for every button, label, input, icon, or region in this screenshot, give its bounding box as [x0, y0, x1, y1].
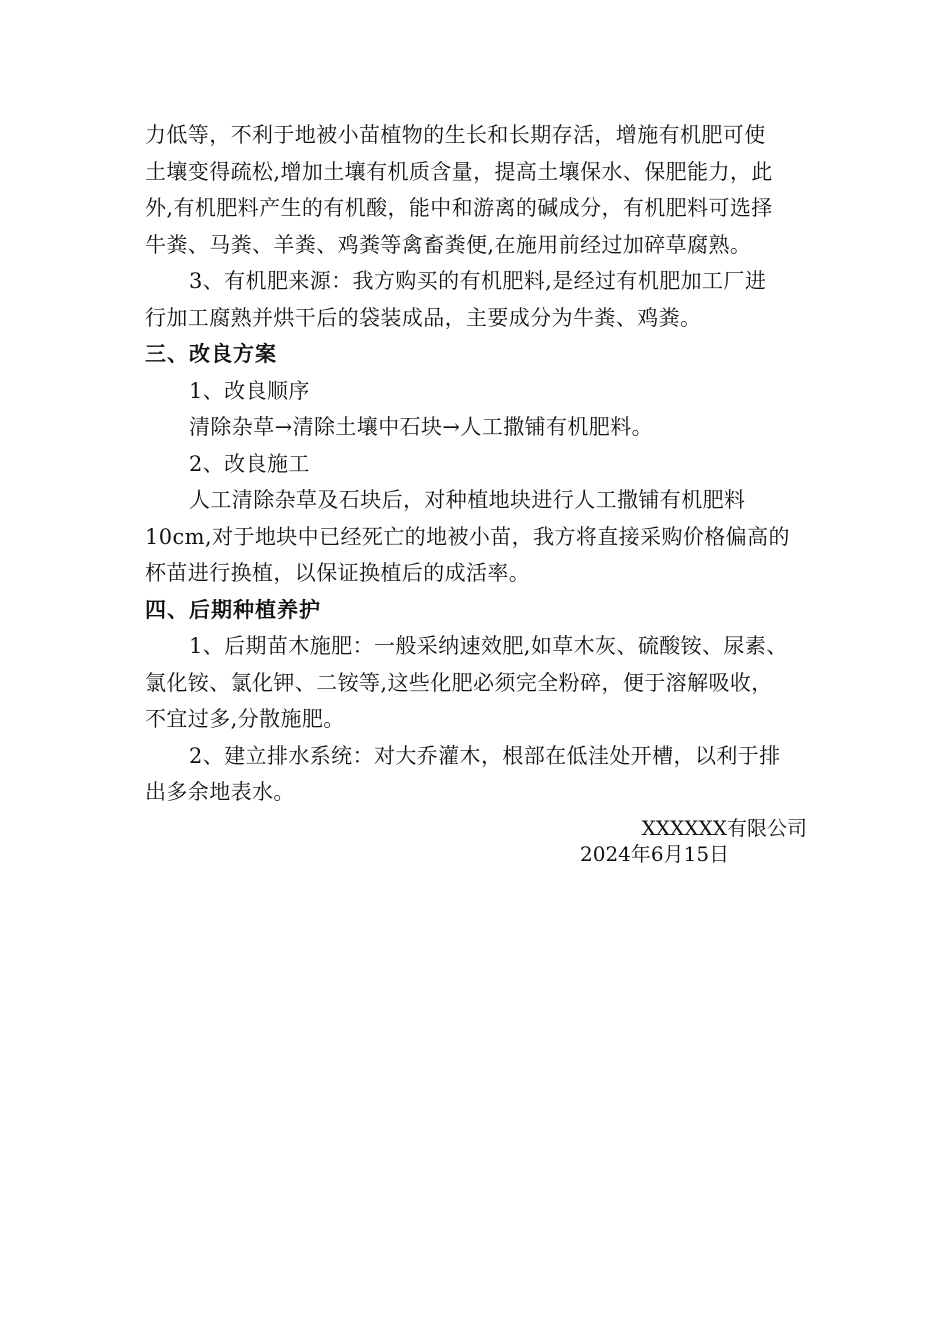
text-line: 清除杂草→清除土壤中石块→人工撒铺有机肥料。: [189, 415, 653, 439]
paragraph-fertilizer-source: [145, 263, 807, 336]
section-heading: 四、后期种植养护: [145, 597, 321, 622]
subheading: 1、改良顺序: [189, 378, 310, 403]
section-later-maintenance: [145, 592, 807, 811]
company-name: XXXXXX有限公司: [641, 815, 807, 840]
signature-date: 2024年6月15日: [580, 841, 730, 866]
text-line: 不宜过多,分散施肥。: [145, 707, 345, 731]
text-line: 力低等，不利于地被小苗植物的生长和长期存活，增施有机肥可使: [145, 123, 766, 147]
subheading: 2、改良施工: [189, 451, 310, 476]
text-line: 3、有机肥来源：我方购买的有机肥料,是经过有机肥加工厂进: [189, 269, 767, 293]
text-line: 外,有机肥料产生的有机酸，能中和游离的碱成分，有机肥料可选择: [145, 196, 773, 220]
section-improvement-plan: [145, 336, 807, 592]
text-line: 出多余地表水。: [145, 780, 295, 804]
text-line: 土壤变得疏松,增加土壤有机质含量，提高土壤保水、保肥能力，此: [145, 159, 773, 184]
text-line: 氯化铵、氯化钾、二铵等,这些化肥必须完全粉碎，便于溶解吸收，: [145, 670, 773, 695]
paragraph-organic-fertilizer-benefits: [145, 117, 807, 263]
text-line: 杯苗进行换植，以保证换植后的成活率。: [145, 561, 531, 585]
signature-block: [145, 815, 807, 867]
text-line: 人工清除杂草及石块后，对种植地块进行人工撒铺有机肥料: [189, 488, 746, 512]
document-page: [145, 117, 807, 867]
section-heading: 三、改良方案: [145, 342, 277, 366]
text-line: 10cm,对于地块中已经死亡的地被小苗，我方将直接采购价格偏高的: [145, 524, 790, 549]
text-line: 1、后期苗木施肥：一般采纳速效肥,如草木灰、硫酸铵、尿素、: [189, 634, 788, 658]
text-line: 2、建立排水系统：对大乔灌木，根部在低洼处开槽，以利于排: [189, 743, 781, 768]
text-line: 行加工腐熟并烘干后的袋装成品，主要成分为牛粪、鸡粪。: [145, 305, 702, 330]
text-line: 牛粪、马粪、羊粪、鸡粪等禽畜粪便,在施用前经过加碎草腐熟。: [145, 232, 752, 257]
